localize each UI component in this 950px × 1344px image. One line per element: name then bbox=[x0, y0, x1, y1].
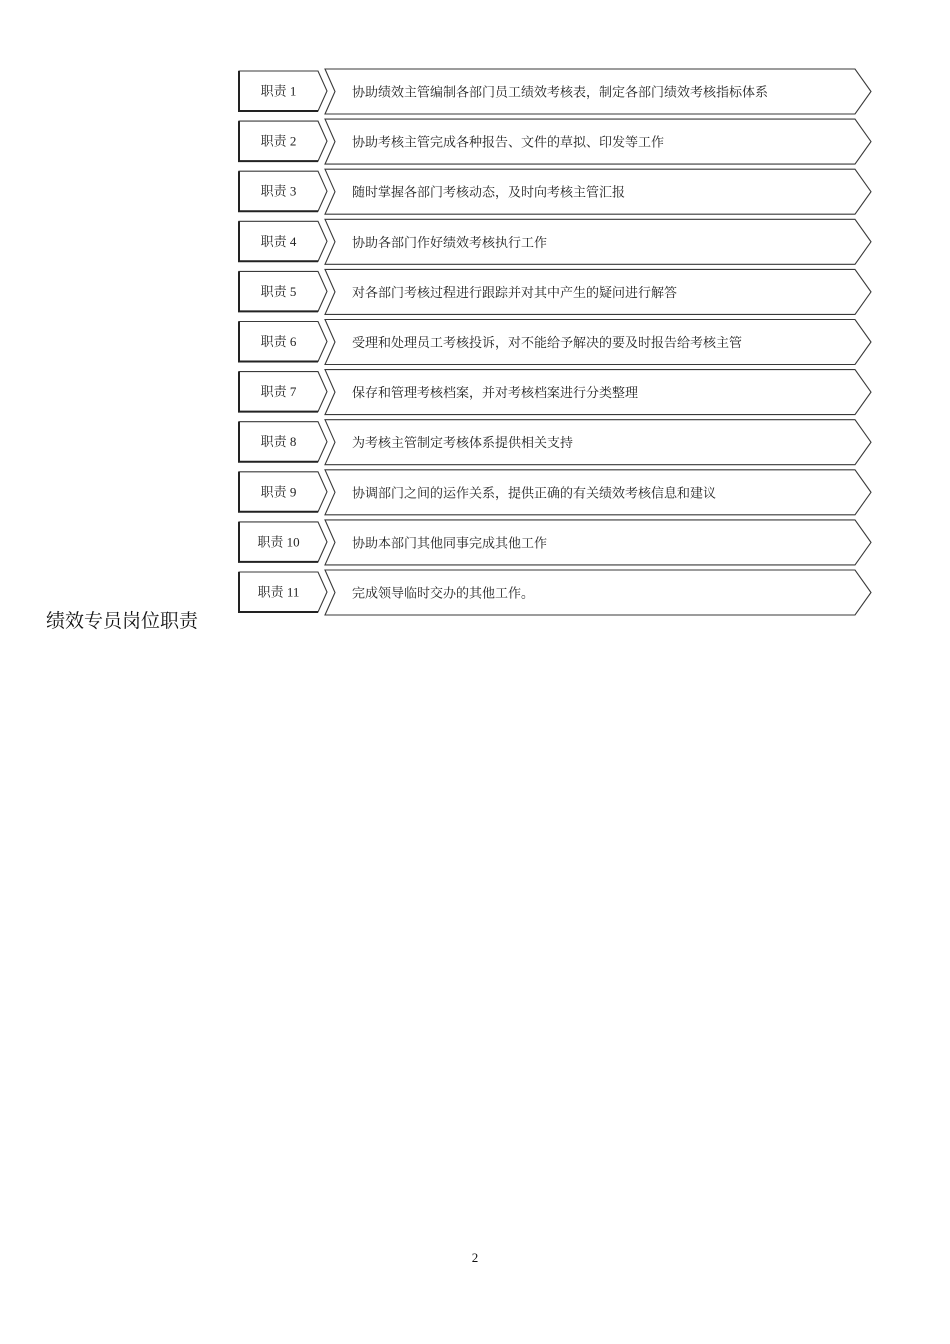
duty-row bbox=[239, 219, 871, 264]
duty-description: 协助各部门作好绩效考核执行工作 bbox=[352, 235, 548, 251]
duty-row bbox=[239, 420, 871, 465]
duty-description: 协调部门之间的运作关系，提供正确的有关绩效考核信息和建议 bbox=[352, 486, 717, 502]
duty-row bbox=[239, 370, 871, 415]
duty-row bbox=[239, 320, 871, 365]
duty-tag-label: 职责 9 bbox=[260, 484, 297, 500]
duty-tag-label: 职责 2 bbox=[260, 133, 297, 149]
duty-row bbox=[239, 169, 871, 214]
duty-row bbox=[239, 570, 871, 615]
duty-tag-label: 职责 10 bbox=[257, 534, 300, 550]
duty-tag-label: 职责 11 bbox=[257, 584, 300, 600]
duty-tag-label: 职责 1 bbox=[260, 83, 297, 99]
duty-tag-label: 职责 3 bbox=[260, 183, 297, 199]
duty-description: 协助绩效主管编制各部门员工绩效考核表，制定各部门绩效考核指标体系 bbox=[352, 85, 769, 101]
duty-chart bbox=[0, 0, 950, 640]
duty-tag-label: 职责 6 bbox=[260, 334, 297, 349]
duty-tag-label: 职责 4 bbox=[260, 233, 297, 249]
page-number: 2 bbox=[471, 1250, 479, 1265]
duty-row bbox=[239, 69, 871, 114]
duty-description: 协助本部门其他同事完成其他工作 bbox=[352, 536, 548, 552]
duty-tag-label: 职责 7 bbox=[260, 384, 297, 400]
duty-description: 保存和管理考核档案，并对考核档案进行分类整理 bbox=[352, 386, 639, 402]
duty-description: 协助考核主管完成各种报告、文件的草拟、印发等工作 bbox=[352, 135, 665, 151]
duty-description: 为考核主管制定考核体系提供相关支持 bbox=[352, 436, 574, 452]
duty-description: 受理和处理员工考核投诉，对不能给予解决的要及时报告给考核主管 bbox=[352, 336, 743, 351]
duty-row bbox=[239, 119, 871, 164]
duty-tag-label: 职责 5 bbox=[260, 283, 297, 299]
duty-row bbox=[239, 470, 871, 515]
duty-tag-label: 职责 8 bbox=[260, 434, 297, 450]
duty-description: 对各部门考核过程进行跟踪并对其中产生的疑问进行解答 bbox=[352, 285, 678, 301]
duty-row bbox=[239, 269, 871, 314]
side-title: 绩效专员岗位职责 bbox=[46, 610, 199, 632]
duty-description: 完成领导临时交办的其他工作。 bbox=[352, 586, 535, 602]
duty-description: 随时掌握各部门考核动态，及时向考核主管汇报 bbox=[352, 185, 626, 201]
duty-row bbox=[239, 520, 871, 565]
